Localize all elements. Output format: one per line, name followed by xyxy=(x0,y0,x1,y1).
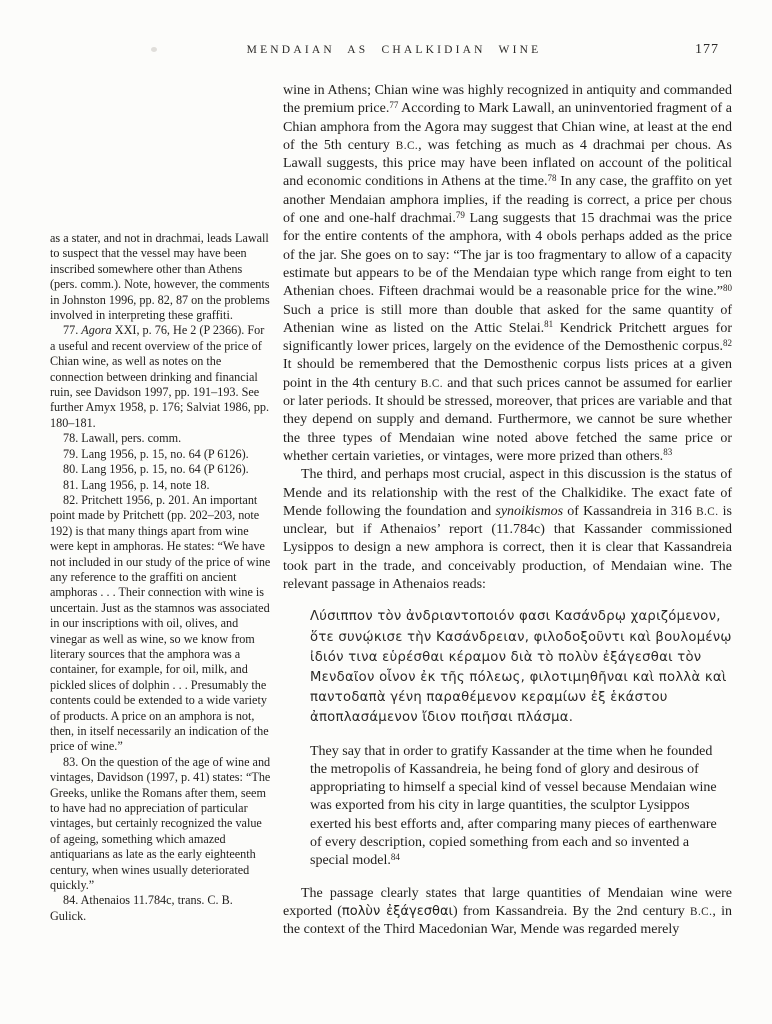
text-segment: The third, and perhaps most crucial, aspect in this discussion is the status of Mende and its relationship with the rest of the Chalkidike. The exact fate of Mende following the foundation and xyxy=(283,467,732,519)
note-78 xyxy=(50,431,271,446)
text-segment: According to Mark Lawall, an uninventoried fragment of a Chian amphora from the Agora may suggest that Chian wine, at least at the end of the 5th century xyxy=(283,101,732,153)
text-segment: 83. On the question of the age of wine and vintages, Davidson (1997, p. 41) states: “The Greeks, unlike the Romans after them, seem to have had no appreciation of particular vintages, but certainly recognized the value of ageing, something which amazed antiquarians as late as the early eighteenth century, when wines usually deteriorated quickly.” xyxy=(50,754,271,893)
footnote-ref: 81 xyxy=(544,319,554,330)
translation-quote-block xyxy=(310,743,726,871)
text-segment: 81. Lang 1956, p. 14, note 18. xyxy=(63,477,210,492)
text-segment: 78. Lawall, pers. comm. xyxy=(63,431,182,446)
greek-quote-line: Μενδαῖον οἶνον ἐκ τῆς πόλεως, φιλοτιμηθῆναι καὶ πολλὰ καὶ xyxy=(310,669,727,685)
note-77 xyxy=(50,323,271,431)
footnote-ref: 84 xyxy=(390,851,400,862)
paragraph-conclusion xyxy=(283,885,732,940)
text-segment: Such a price is still more than double that asked for the same quantity of Athenian wine as listed on the Attic Stelai. xyxy=(283,302,732,336)
text-segment: 82. Pritchett 1956, p. 201. An important point made by Pritchett (pp. 202–203, note 192) is that many things apart from wine were kept in amphoras. He states: “We have not included in our study of the price of wine any reference to the graffiti on ancient amphoras . . . Their connection with wine is uncertain. Just as the stamnos was associated in our inscriptions with oil, olives, and vinegar as well as wine, so we know from literary sources that the amphora was a container, for example, for oil, milk, and pickled slices of dolphin . . . Presumably the contents could be extended to a wide variety of products. A price on an amphora is not, then, in itself necessarily an indication of the price of wine.” xyxy=(50,492,271,754)
text-segment: The passage clearly states that large quantities of Mendaian wine were exported ( xyxy=(283,885,732,919)
greek-quote-line: ὅτε συνῴκισε τὴν Κασάνδρειαν, φιλοδοξοῦντι καὶ βουλομένῳ xyxy=(310,629,732,645)
text-segment: B.C. xyxy=(696,505,719,518)
text-segment: wine in Athens; Chian wine was highly recognized in antiquity and commanded the premium price. xyxy=(283,83,732,117)
page-number: 177 xyxy=(695,42,719,57)
footnote-ref: 79 xyxy=(455,209,465,220)
text-segment: and that such prices cannot be assumed for earlier or later periods. It should be stressed, moreover, that prices are variable and that they depend on supply and demand. Furthermore, we cannot be sure whether the three types of Mendaian wine noted above fetched the same price or whether certain varieties, or vintages, were more prized than others. xyxy=(283,375,732,464)
running-head xyxy=(57,42,731,62)
greek-quote-line: ἀποπλασάμενον ἴδιον ποιῆσαι πλάσμα. xyxy=(310,710,574,726)
text-segment: B.C. xyxy=(690,905,713,918)
text-segment: , in the context of the Third Macedonian War, Mende was regarded merely xyxy=(283,903,733,938)
text-segment: ) from Kassandreia. By the 2nd century xyxy=(452,903,691,919)
footnote-ref: 83 xyxy=(663,447,673,458)
text-segment: B.C. xyxy=(420,377,443,390)
note-83 xyxy=(50,755,271,894)
text-segment: 77. xyxy=(63,323,82,338)
text-segment: They say that in order to gratify Kassander at the time when he founded the metropolis of Kassandreia, he being fond of glory and desirous of appropriating to himself a special kind of vessel because Mendaian wine was exported from his city in large quantities, the sculptor Lysippos exerted his best efforts and, after comparing many pieces of earthenware of every description, copied something from each and so invented a special model. xyxy=(310,743,717,869)
text-segment: as a stater, and not in drachmai, leads Lawall to suspect that the vessel may have been inscribed somewhere other than Athens (pers. comm.). Note, however, the comments in Johnston 1996, pp. 82, 87 on the problems involved in interpreting these graffiti. xyxy=(50,231,270,323)
text-segment: B.C. xyxy=(395,139,419,152)
text-segment: of Kassandreia in 316 xyxy=(563,503,697,519)
running-head-title: MENDAIAN AS CHALKIDIAN WINE xyxy=(246,44,542,56)
text-segment: is unclear, but if Athenaios’ report (11.784c) that Kassander commissioned Lysippos to design a new amphora is correct, then it is clear that Kassandreia took part in the trade, and conceivably production, of Mendaian wine. The relevant passage in Athenaios reads: xyxy=(283,503,732,593)
text-segment: 84. Athenaios 11.784c, trans. C. B. Gulick. xyxy=(50,893,233,923)
main-text-column xyxy=(283,82,732,940)
note-82 xyxy=(50,493,271,755)
note-76-continuation xyxy=(50,231,271,323)
note-81 xyxy=(50,478,271,493)
note-80 xyxy=(50,462,271,477)
greek-quote-line: ἰδιόν τινα εὑρέσθαι κέραμον διὰ τὸ πολὺν ἐξάγεσθαι τὸν xyxy=(310,649,702,665)
footnote-ref: 78 xyxy=(547,172,557,183)
paragraph-wine-prices xyxy=(283,82,732,466)
greek-quote-line: Λύσιππον τὸν ἀνδριαντοποιόν φασι Κασάνδρῳ χαριζόμενον, xyxy=(310,609,721,625)
note-84 xyxy=(50,893,271,924)
text-segment: Agora xyxy=(81,323,112,338)
footnote-ref: 80 xyxy=(723,282,732,293)
text-segment: , was fetching as much as 4 drachmai per chous. As Lawall suggests, this price may have been inflated on account of the political and economic conditions in Athens at the time. xyxy=(283,137,732,190)
greek-quote-line: παντοδαπὰ γένη παραθέμενον κεραμίων ἐξ ἑκάστου xyxy=(310,690,668,706)
footnote-ref: 77 xyxy=(389,99,399,110)
text-segment: 80. Lang 1956, p. 15, no. 64 (P 6126). xyxy=(63,462,249,477)
text-segment: Lang suggests that 15 drachmai was the price for the entire contents of the amphora, with 4 obols perhaps added as the price of the jar. She goes on to say: “The jar is too fragmentary to allow of a capacity estimate but appears to be of the Mendaian type which range from eight to ten Athenian choes. Fifteen drachmai would be a reasonable price for the wine.” xyxy=(283,211,732,300)
text-segment: 79. Lang 1956, p. 15, no. 64 (P 6126). xyxy=(63,446,249,461)
text-segment: Kendrick Pritchett argues for significantly lower prices, largely on the evidence of the Demosthenic corpus. xyxy=(283,320,733,355)
footnotes-column xyxy=(50,231,271,924)
text-segment: πολὺν ἐξάγεσθαι xyxy=(341,903,453,919)
text-segment: synoikismos xyxy=(495,503,564,519)
text-segment: XXI, p. 76, He 2 (P 2366). For a useful and recent overview of the price of Chian wine, as well as notes on the connection between drinking and financial ruin, see Davidson 1997, pp. 191–193. See further Amyx 1958, p. 176; Salviat 1986, pp. 180–181. xyxy=(50,323,270,430)
text-segment: It should be remembered that the Demosthenic corpus lists prices at a given point in the 4th century xyxy=(283,357,732,391)
paragraph-mende-status xyxy=(283,466,732,594)
footnote-ref: 82 xyxy=(723,337,732,348)
text-segment: In any case, the graffito on yet another Mendaian amphora implies, if the reading is correct, a price per chous of one and one-half drachmai. xyxy=(283,174,732,227)
greek-quote-block xyxy=(310,607,732,728)
note-79 xyxy=(50,447,271,462)
